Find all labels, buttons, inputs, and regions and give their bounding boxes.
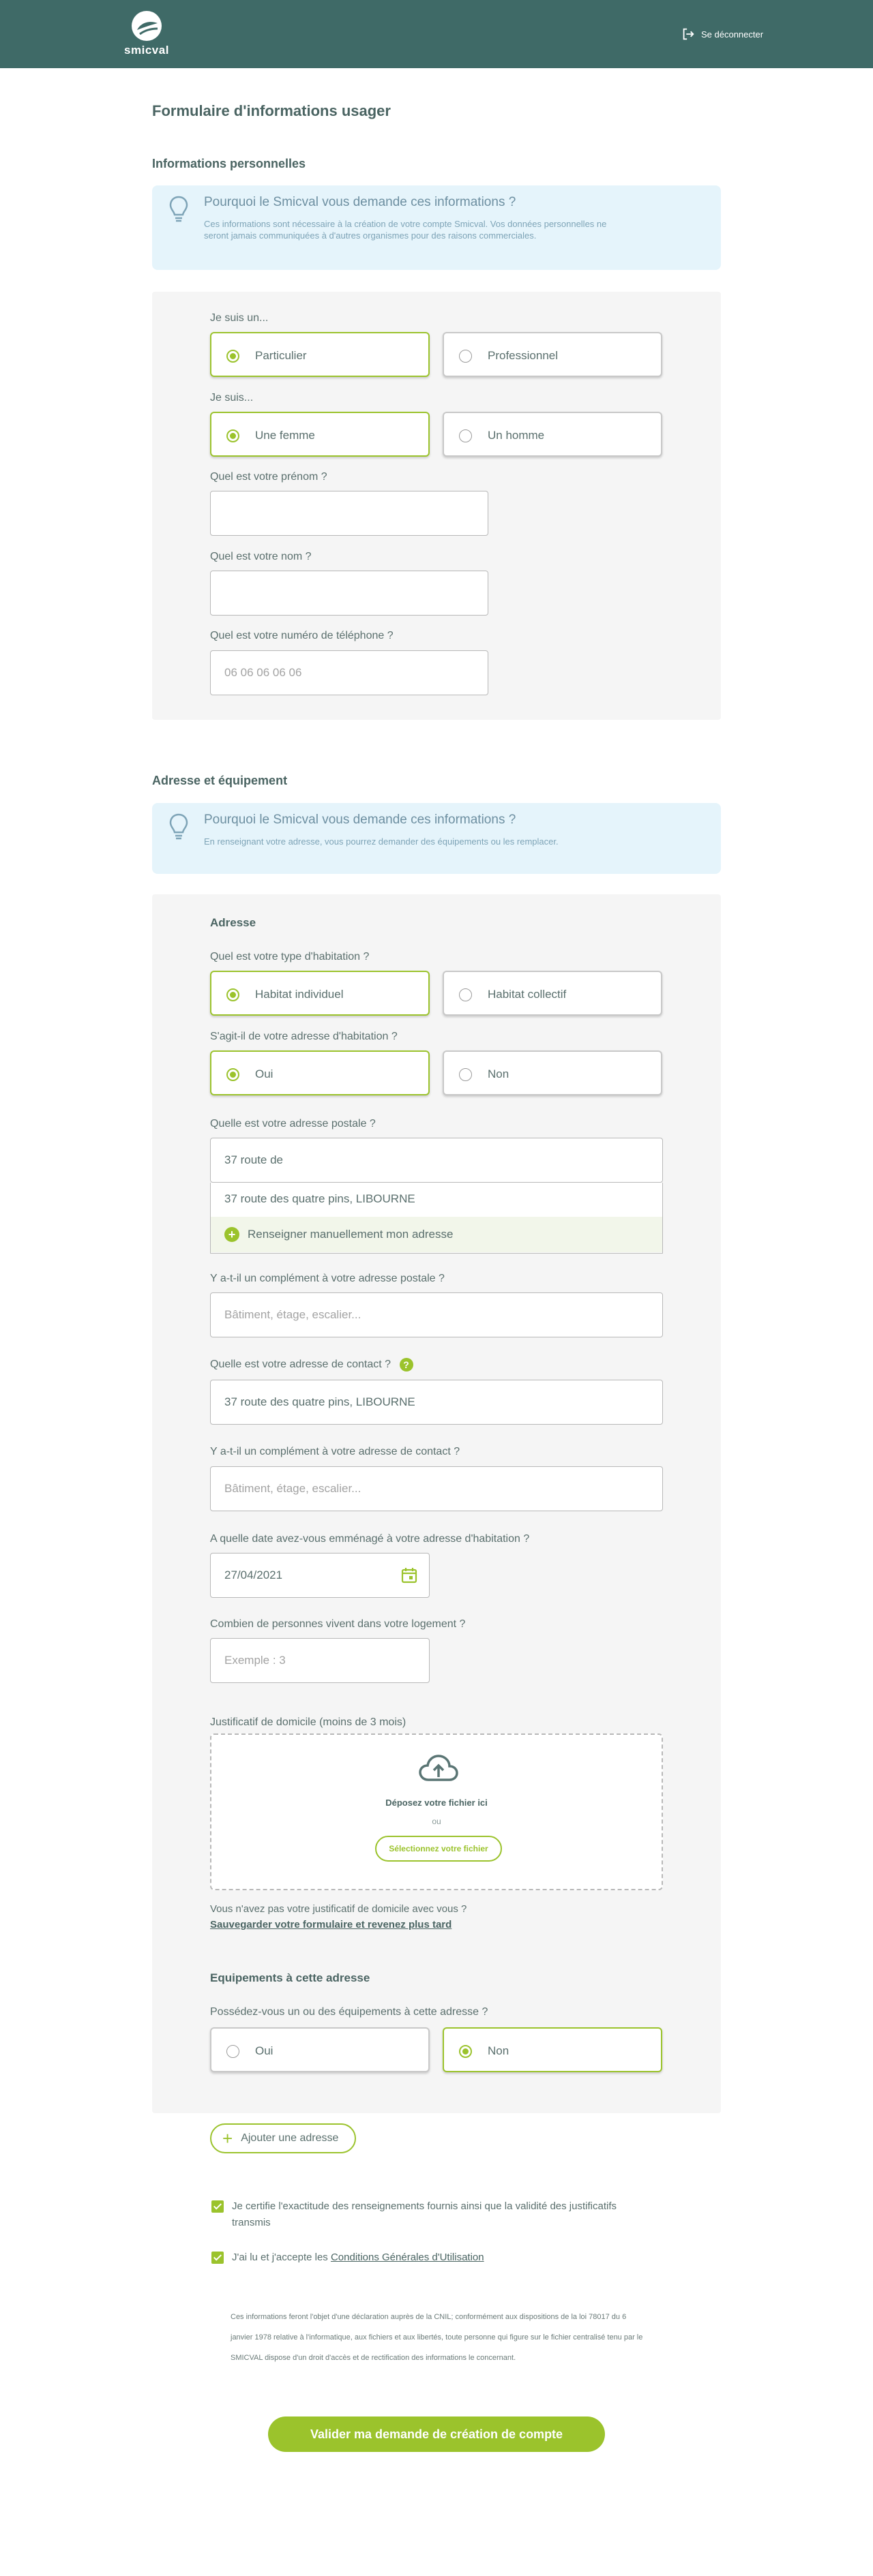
complement-input[interactable] (210, 1292, 663, 1337)
lightbulb-icon (168, 195, 189, 224)
contact-complement-input[interactable] (210, 1466, 663, 1511)
choice-label: Oui (255, 2044, 273, 2057)
radio-button (459, 429, 472, 442)
choice-label: Habitat individuel (255, 988, 344, 1001)
choice-femme[interactable] (210, 412, 430, 457)
info-text: Ces informations sont nécessaire à la création de votre compte Smicval. Vos données personnelles ne seront jamais communiquées à d'autres organismes pour des raisons commerciales. (204, 219, 607, 241)
phone-input[interactable] (210, 650, 488, 695)
cgu-prefix: J'ai lu et j'accepte les (232, 2252, 331, 2263)
drop-or: ou (432, 1817, 441, 1826)
contact-complement-question: Y a-t-il un complément à votre adresse de contact ? (210, 1446, 460, 1457)
radio-button (459, 2045, 472, 2058)
move-date-field[interactable] (210, 1553, 430, 1598)
move-date-input[interactable] (210, 1553, 430, 1598)
phone-question: Quel est votre numéro de téléphone ? (210, 630, 394, 641)
radio-button (459, 350, 472, 363)
choice-label: Habitat collectif (488, 988, 567, 1001)
cgu-label (232, 2249, 484, 2266)
complement-question: Y a-t-il un complément à votre adresse postale ? (210, 1273, 445, 1284)
info-title: Pourquoi le Smicval vous demande ces informations ? (204, 195, 516, 209)
radio-button (226, 988, 239, 1001)
postal-question: Quelle est votre adresse postale ? (210, 1118, 376, 1130)
smicval-logo[interactable] (116, 10, 177, 59)
add-address-button[interactable] (210, 2123, 356, 2153)
persons-input[interactable] (210, 1638, 430, 1683)
lastname-input[interactable] (210, 571, 488, 616)
radio-button (226, 429, 239, 442)
section-title-address: Adresse et équipement (152, 774, 288, 787)
lastname-question: Quel est votre nom ? (210, 551, 312, 562)
info-title: Pourquoi le Smicval vous demande ces informations ? (204, 813, 516, 827)
logo-text: smicval (124, 44, 169, 57)
suggestion-item[interactable]: 37 route des quatre pins, LIBOURNE (224, 1192, 415, 1205)
address-subtitle: Adresse (210, 916, 256, 929)
choice-equipment-non[interactable] (443, 2027, 662, 2072)
select-file-button[interactable]: Sélectionnez votre fichier (375, 1836, 502, 1862)
submit-button[interactable]: Valider ma demande de création de compte (268, 2416, 605, 2452)
choice-label: Une femme (255, 429, 315, 442)
manual-address-option[interactable] (211, 1217, 662, 1252)
housing-type-question: Quel est votre type d'habitation ? (210, 951, 370, 963)
logout-button[interactable] (681, 26, 763, 42)
gender-question: Je suis... (210, 392, 254, 404)
certify-consent (211, 2198, 648, 2231)
page-title: Formulaire d'informations usager (152, 102, 391, 119)
cgu-consent (211, 2249, 648, 2266)
certify-checkbox[interactable] (211, 2200, 224, 2213)
cgu-link[interactable]: Conditions Générales d'Utilisation (330, 2252, 484, 2263)
radio-button (226, 1068, 239, 1081)
cloud-upload-icon (419, 1754, 458, 1784)
contact-question-text: Quelle est votre adresse de contact ? (210, 1359, 391, 1371)
cgu-checkbox[interactable] (211, 2252, 224, 2264)
choice-habitat-collectif[interactable] (443, 971, 662, 1016)
logo-icon (130, 10, 163, 42)
plus-icon: + (224, 1227, 239, 1242)
radio-button (226, 350, 239, 363)
info-box-personal (152, 185, 721, 270)
manual-address-label: Renseigner manuellement mon adresse (248, 1228, 454, 1241)
choice-homme[interactable] (443, 412, 662, 457)
choice-label: Un homme (488, 429, 545, 442)
logout-icon (681, 27, 696, 42)
top-bar (0, 0, 873, 68)
certify-label: Je certifie l'exactitude des renseignements fournis ainsi que la validité des justificatifs transmis (232, 2200, 617, 2228)
info-box-address (152, 803, 721, 874)
info-text: En renseignant votre adresse, vous pourrez demander des équipements ou les remplacer. (204, 836, 559, 847)
proof-label: Justificatif de domicile (moins de 3 mois) (210, 1716, 406, 1728)
firstname-question: Quel est votre prénom ? (210, 471, 327, 483)
postal-address-input[interactable] (210, 1138, 663, 1183)
choice-label: Non (488, 2044, 509, 2057)
equipment-title: Equipements à cette adresse (210, 1971, 370, 1984)
address-suggestions (210, 1183, 663, 1254)
firstname-input[interactable] (210, 491, 488, 536)
choice-label: Particulier (255, 349, 307, 362)
plus-icon: + (222, 2128, 233, 2149)
choice-oui[interactable] (210, 1050, 430, 1095)
choice-equipment-oui[interactable] (210, 2027, 430, 2072)
choice-habitat-individuel[interactable] (210, 971, 430, 1016)
choice-label: Professionnel (488, 349, 559, 362)
section-title-personal: Informations personnelles (152, 157, 306, 170)
equipment-question: Possédez-vous un ou des équipements à cette adresse ? (210, 2006, 488, 2018)
is-home-question: S'agit-il de votre adresse d'habitation ? (210, 1031, 398, 1042)
help-icon[interactable]: ? (400, 1358, 413, 1372)
choice-particulier[interactable] (210, 332, 430, 377)
move-date-question: A quelle date avez-vous emménagé à votre adresse d'habitation ? (210, 1533, 530, 1545)
calendar-icon[interactable] (401, 1567, 417, 1584)
logout-label: Se déconnecter (701, 29, 764, 40)
choice-non[interactable] (443, 1050, 662, 1095)
add-address-label: Ajouter une adresse (241, 2132, 339, 2144)
radio-button (459, 988, 472, 1001)
file-dropzone[interactable] (210, 1733, 663, 1890)
drop-text: Déposez votre fichier ici (385, 1798, 488, 1808)
no-proof-text: Vous n'avez pas votre justificatif de domicile avec vous ? (210, 1903, 467, 1915)
contact-question (210, 1358, 413, 1372)
persons-question: Combien de personnes vivent dans votre logement ? (210, 1618, 466, 1630)
user-type-question: Je suis un... (210, 312, 269, 324)
choice-label: Non (488, 1067, 509, 1080)
lightbulb-icon (168, 813, 189, 841)
choice-professionnel[interactable] (443, 332, 662, 377)
contact-address-input[interactable] (210, 1380, 663, 1425)
save-later-link[interactable]: Sauvegarder votre formulaire et revenez plus tard (210, 1919, 452, 1930)
choice-label: Oui (255, 1067, 273, 1080)
legal-notice: Ces informations feront l'objet d'une déclaration auprès de la CNIL; conformément aux dispositions de la loi 78017 du 6 janvier 1978 relative à l'informatique, aux fichiers et aux libertés, toute personne qui figure sur le fichier centralisé tenu par le SMICVAL dispose d'un droit d'accès et de rectification des informations le concernant. (231, 2313, 643, 2362)
radio-button (459, 1068, 472, 1081)
radio-button (226, 2045, 239, 2058)
